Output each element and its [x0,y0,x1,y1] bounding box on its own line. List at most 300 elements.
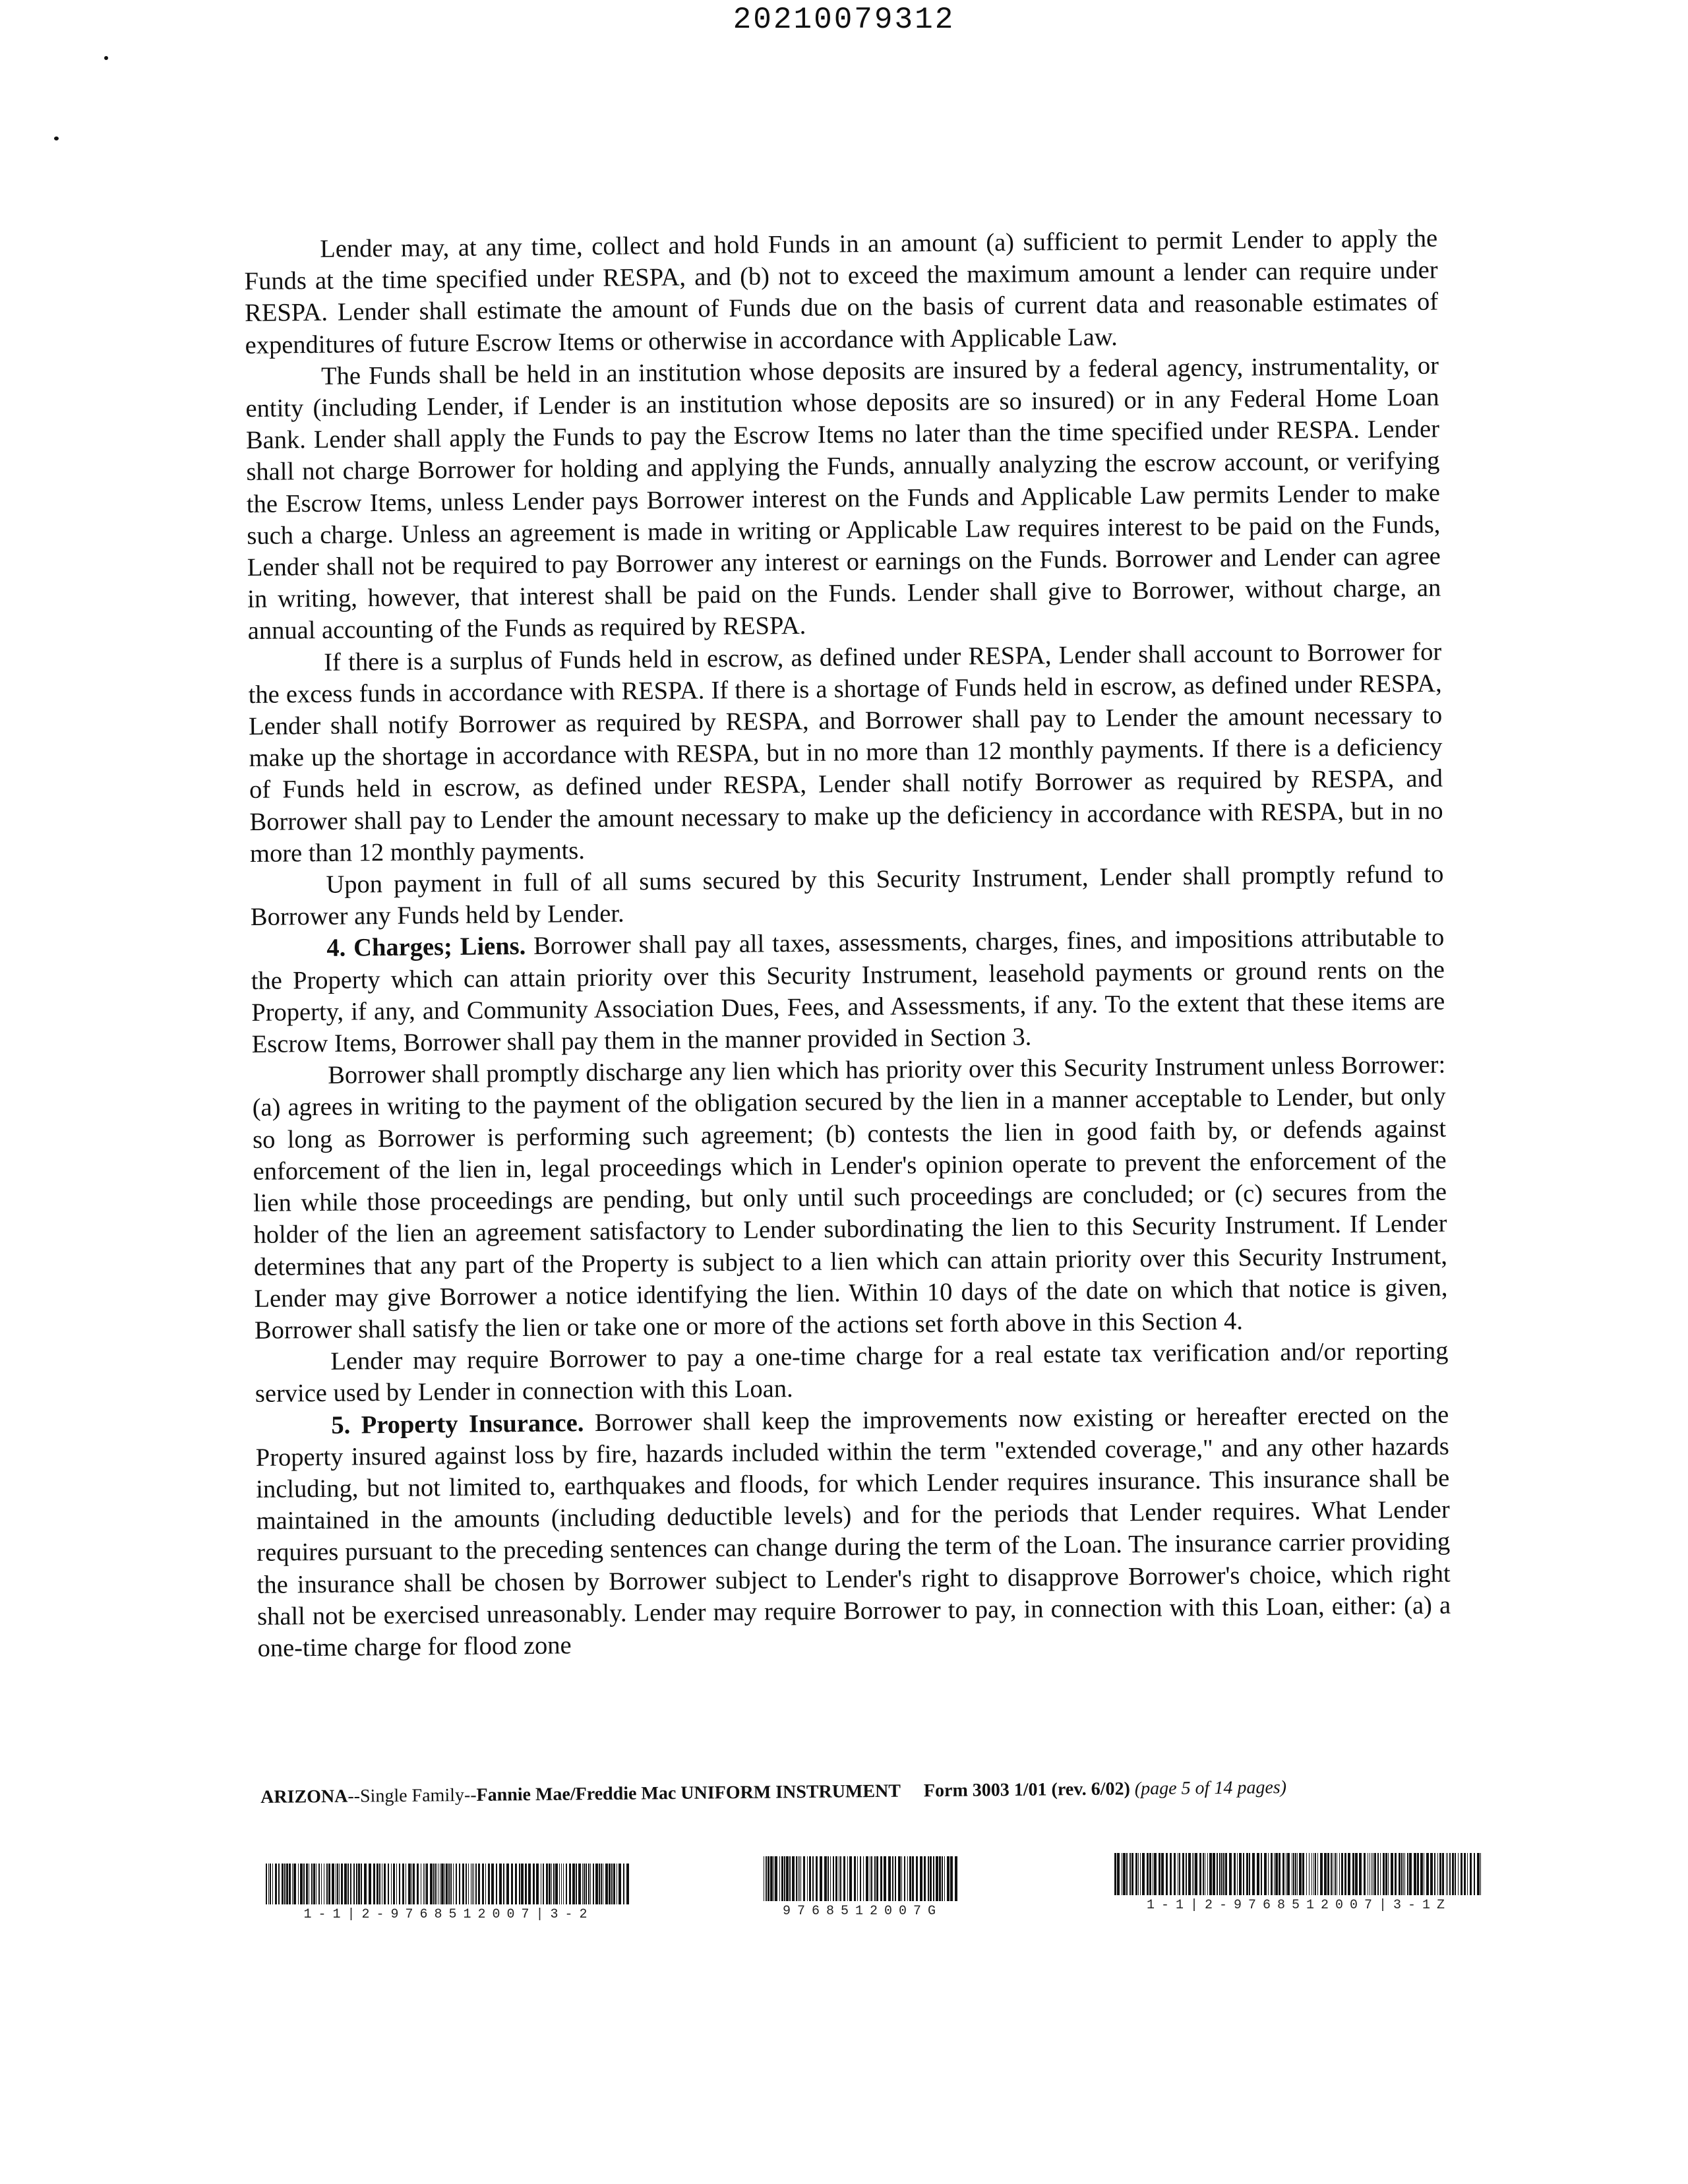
barcode-bar [491,1864,494,1904]
barcode-bar [578,1864,581,1904]
barcode-bar [284,1864,286,1904]
barcode-bar [1447,1853,1448,1895]
barcode-bar [1203,1853,1204,1895]
barcode-bar [553,1864,555,1904]
barcode-bar [593,1864,594,1904]
barcode-bar [947,1856,950,1901]
paragraph [244,223,1439,361]
barcode-bar [1399,1853,1401,1895]
barcode-bar [1348,1853,1350,1895]
paragraph [250,859,1444,934]
barcode-bar [1161,1853,1164,1895]
barcode-bar [332,1864,334,1904]
paragraph-text: Borrower shall pay all taxes, assessments, charges, fines, and impositions attributable to the Property which can attain priority over this Security Instrument, leasehold payments or ground rents on the Property, if any, and Community Association Dues, Fees, and Assessments, if any. To the extent that these items are Escrow Items, Borrower shall pay them in the manner provided in Section 3. [251,924,1445,1059]
barcode-bar [328,1864,330,1904]
barcode-bar [1295,1853,1296,1895]
barcode-bar [901,1856,902,1901]
barcode-bar [1170,1853,1172,1895]
barcode-bar [272,1864,273,1904]
barcode-bar [358,1864,360,1904]
barcode-bar [313,1864,315,1904]
barcode-bar [293,1864,296,1904]
barcode-bar [796,1856,797,1901]
barcode-bar [555,1864,558,1904]
barcode-bar [1355,1853,1358,1895]
barcode-bar [1166,1853,1168,1895]
barcode-bars [764,1856,961,1901]
section-heading: 4. Charges; Liens. [326,932,526,963]
barcode-bar [1199,1853,1201,1895]
paragraph-text: Upon payment in full of all sums secured by this Security Instrument, Lender shall promptly refund to Borrower any Funds held by Lender. [250,860,1444,932]
barcode-bar [356,1864,357,1904]
footer-state: ARIZONA [260,1786,348,1807]
barcode-bar [1306,1853,1307,1895]
barcode-bar [1335,1853,1336,1895]
barcode-bar [506,1864,509,1904]
barcode-bar [1302,1853,1304,1895]
footer-instrument: Fannie Mae/Freddie Mac UNIFORM INSTRUMENT [476,1780,901,1805]
barcode-bar [1142,1853,1145,1895]
barcode-bar [408,1864,411,1904]
barcode-bar [417,1864,419,1904]
barcode-bar [1477,1853,1480,1895]
paragraph-text: Borrower shall keep the improvements now existing or hereafter erected on the Property insured against loss by fire, hazards included within the term "extended coverage," and any other hazards including, but not limited to, earthquakes and floods, for which Lender requires insurance. This insurance shall be maintained in the amounts (including deductible levels) and for the periods that Lender requires. What Lender requires pursuant to the preceding sentences can change during the term of the Loan. The insurance carrier providing the insurance shall be chosen by Borrower subject to Lender's right to disapprove Borrower's choice, which right shall not be exercised unreasonably. Lender may require Borrower to pay, in connection with this Loan, either: (a) a one-time charge for flood zone [255,1401,1451,1662]
barcode-bar [453,1864,454,1904]
barcode-bar [569,1864,571,1904]
barcode-bars [1114,1853,1484,1895]
barcode-bar [488,1864,490,1904]
barcode-bar [613,1864,615,1904]
barcode-bar [860,1856,861,1901]
barcode-bar [1207,1853,1208,1895]
barcode-bar [1219,1853,1221,1895]
barcode-bar [1252,1853,1255,1895]
barcode-bar [563,1864,564,1904]
barcode-bar [1225,1853,1227,1895]
barcode-caption: 9768512007G [782,1904,943,1919]
barcode-bar [1147,1853,1149,1895]
barcode-bar [402,1864,404,1904]
barcode-bar [268,1864,269,1904]
barcode-bar [866,1856,868,1901]
barcode-bar [904,1856,905,1901]
barcode-bar [768,1856,769,1901]
barcode-bar [347,1864,349,1904]
barcode-bar [605,1864,608,1904]
document-number: 20210079312 [733,3,955,37]
paragraph [248,636,1443,870]
barcode-bar [779,1856,780,1901]
barcode-bar [1383,1853,1385,1895]
barcode-bar [789,1856,791,1901]
section-heading: 5. Property Insurance. [331,1409,584,1440]
barcode-bar [373,1864,375,1904]
barcode-bar [503,1864,504,1904]
barcode-bar [1467,1853,1468,1895]
barcode-bar [1391,1853,1393,1895]
barcode-bar [1188,1853,1191,1895]
barcode-bar [930,1856,932,1901]
barcode-bar [318,1864,320,1904]
barcode-bar [1182,1853,1184,1895]
barcode-bar [936,1856,938,1901]
barcode-bar [1293,1853,1294,1895]
barcode-bar [1437,1853,1438,1895]
barcode-bar [441,1864,444,1904]
barcode-bar [1470,1853,1472,1895]
barcode-bar [433,1864,435,1904]
barcode-bar [1388,1853,1389,1895]
barcode-bar [1461,1853,1462,1895]
barcode-bar [1257,1853,1259,1895]
barcode-bars [266,1864,632,1904]
paragraph [251,922,1445,1060]
barcode-bar [551,1864,552,1904]
barcode-bar [1154,1853,1157,1895]
barcode-bar [1299,1853,1302,1895]
barcode-bar [820,1856,822,1901]
barcode-bar [1409,1853,1412,1895]
barcode-bar [876,1856,878,1901]
barcode-bar [482,1864,484,1904]
barcode-bar [1414,1853,1416,1895]
barcode-bar [766,1856,767,1901]
paragraph [252,1049,1448,1347]
barcode-bar [1268,1853,1269,1895]
barcode-bar [1480,1853,1481,1895]
barcode-bar [430,1864,433,1904]
barcode-bar [543,1864,544,1904]
barcode-bar [1401,1853,1402,1895]
barcode-bar [361,1864,362,1904]
barcode-bar [1131,1853,1133,1895]
barcode-bar [955,1856,957,1901]
barcode-bar [1439,1853,1441,1895]
barcode-bar [393,1864,395,1904]
barcode-bar [1420,1853,1423,1895]
barcode-bar [830,1856,831,1901]
barcode-bar [446,1864,448,1904]
barcode-bar [854,1856,856,1901]
barcode-bar [1130,1853,1131,1895]
paragraph [255,1335,1449,1410]
barcode-bar [939,1856,941,1901]
barcode-bar [559,1864,560,1904]
barcode-bar [792,1856,795,1901]
barcode-bar [924,1856,926,1901]
barcode-bar [816,1856,818,1901]
barcode-bar [561,1864,562,1904]
barcode-bar [286,1864,288,1904]
barcode-bar [399,1864,400,1904]
footer-page-number: (page 5 of 14 pages) [1134,1777,1287,1800]
barcode-right [1114,1853,1484,1913]
barcode-bar [1264,1853,1267,1895]
barcode-bar [944,1856,945,1901]
barcode-bar [1434,1853,1435,1895]
barcode-bar [1213,1853,1215,1895]
barcode-bar [1159,1853,1160,1895]
barcode-bar [341,1864,343,1904]
barcode-bar [1149,1853,1151,1895]
barcode-bar [306,1864,308,1904]
barcode-bar [1311,1853,1312,1895]
barcode-bar [1385,1853,1387,1895]
barcode-bar [468,1864,469,1904]
barcode-bar [1239,1853,1242,1895]
barcode-bar [835,1856,837,1901]
barcode-bar [1317,1853,1318,1895]
barcode-bar [519,1864,520,1904]
barcode-bar [1313,1853,1314,1895]
barcode-caption: 1-1|2-9768512007|3-1Z [1146,1898,1452,1913]
barcode-bar [833,1856,834,1901]
barcode-bar [857,1856,858,1901]
barcode-bar [388,1864,389,1904]
barcode-bar [1327,1853,1329,1895]
barcode-bar [1193,1853,1194,1895]
scan-speck [104,56,108,60]
barcode-bar [1243,1853,1244,1895]
barcode-bar [601,1864,602,1904]
barcode-bar [784,1856,785,1901]
barcode-bar [1261,1853,1262,1895]
barcode-bar [278,1864,280,1904]
barcode-bar [798,1856,799,1901]
barcode-bar [584,1864,585,1904]
barcode-bar [1309,1853,1310,1895]
barcode-bar [1275,1853,1278,1895]
barcode-bar [515,1864,517,1904]
barcode-bar [462,1864,464,1904]
barcode-bar [1174,1853,1176,1895]
barcode-center [764,1856,961,1919]
scan-speck [54,136,59,140]
barcode-bar [289,1864,291,1904]
barcode-bar [321,1864,322,1904]
barcode-bar [942,1856,943,1901]
barcode-bar [511,1864,513,1904]
barcode-bar [566,1864,567,1904]
barcode-bar [799,1856,800,1901]
barcode-bar [626,1864,629,1904]
barcode-bar [339,1864,340,1904]
barcode-bar [1117,1853,1120,1895]
paragraph-text: If there is a surplus of Funds held in escrow, as defined under RESPA, Lender shall account to Borrower for the excess funds in accordance with RESPA. If there is a shortage of Funds held in escrow, as defined under RESPA, Lender shall notify Borrower as required by RESPA, and Borrower shall pay to Lender the amount necessary to make up the shortage in accordance with RESPA, but in no more than 12 monthly payments. If there is a deficiency of Funds held in escrow, as defined under RESPA, Lender shall notify Borrower as required by RESPA, and Borrower shall pay to Lender the amount necessary to make up the deficiency in accordance with RESPA, but in no more than 12 monthly payments. [248,638,1443,868]
barcode-bar [528,1864,531,1904]
barcode-bar [1320,1853,1323,1895]
barcode-bar [1195,1853,1197,1895]
barcode-bar [1192,1853,1193,1895]
barcode-bar [950,1856,953,1901]
barcode-bar [266,1864,267,1904]
barcode-bar [311,1864,313,1904]
barcode-bar [582,1864,583,1904]
barcode-bar [391,1864,392,1904]
barcode-bar [595,1864,598,1904]
form-footer [260,1776,1454,1808]
barcode-bar [435,1864,437,1904]
barcode-bar [459,1864,460,1904]
barcode-bar [485,1864,486,1904]
barcode-bar [1123,1853,1126,1895]
barcode-bar [933,1856,934,1901]
barcode-bar [1464,1853,1466,1895]
barcode-bar [1426,1853,1429,1895]
barcode-bar [448,1864,450,1904]
barcode-bar [379,1864,380,1904]
barcode-bar [303,1864,305,1904]
barcode-bar [1237,1853,1238,1895]
paragraph-text: Lender may require Borrower to pay a one-time charge for a real estate tax verification and/or reporting service used by Lender in connection with this Loan. [255,1337,1449,1409]
barcode-bar [444,1864,445,1904]
barcode-bar [478,1864,480,1904]
barcode-bar [898,1856,901,1901]
barcode-bar [807,1856,808,1901]
barcode-bar [1271,1853,1273,1895]
barcode-bar [1341,1853,1343,1895]
barcode-bar [590,1864,591,1904]
barcode-bar [1452,1853,1454,1895]
barcode-bar [1274,1853,1275,1895]
barcode-bar [916,1856,918,1901]
barcode-bar [1455,1853,1456,1895]
barcode-bar [888,1856,891,1901]
barcode-bar [369,1864,371,1904]
barcode-bar [618,1864,621,1904]
barcode-bar [473,1864,474,1904]
barcode-bar [1380,1853,1381,1895]
barcode-bar [849,1856,852,1901]
barcode-bar [423,1864,424,1904]
barcode-bar [786,1856,789,1901]
barcode-bar [292,1864,293,1904]
barcode-bar [843,1856,845,1901]
barcode-bar [536,1864,539,1904]
barcode-bar [521,1864,524,1904]
barcode-bar [1324,1853,1327,1895]
barcode-bar [770,1856,773,1901]
barcode-bar [1282,1853,1284,1895]
barcode-bar [326,1864,328,1904]
barcode-bar [1352,1853,1354,1895]
barcode-bar [337,1864,338,1904]
barcode-bar [775,1856,777,1901]
barcode-bar [533,1864,535,1904]
barcode-bar [1229,1853,1232,1895]
barcode-bar [1442,1853,1444,1895]
barcode-bar [1126,1853,1128,1895]
barcode-bar [892,1856,893,1901]
barcode-bar [298,1864,299,1904]
barcode-bar [907,1856,908,1901]
barcode-bar [1407,1853,1408,1895]
barcode-bar [426,1864,428,1904]
barcode-bar [364,1864,367,1904]
barcode-bar [472,1864,473,1904]
barcode-bar [275,1864,277,1904]
barcode-bar [1179,1853,1180,1895]
barcode-bar [384,1864,386,1904]
barcode-bar [586,1864,587,1904]
barcode-bar [1315,1853,1316,1895]
barcode-bar [1209,1853,1212,1895]
barcode-bar [623,1864,624,1904]
barcode-left [266,1864,632,1922]
barcode-bar [812,1856,814,1901]
barcode-bar [1339,1853,1340,1895]
barcode-bar [1331,1853,1332,1895]
barcode-bar [1234,1853,1236,1895]
barcode-bar [270,1864,271,1904]
footer-type: --Single Family-- [347,1784,477,1807]
barcode-bar [350,1864,351,1904]
barcode-bar [1374,1853,1376,1895]
barcode-bar [828,1856,829,1901]
barcode-bar [456,1864,457,1904]
barcode-bar [1186,1853,1187,1895]
barcode-bar [499,1864,502,1904]
barcode-bar [572,1864,575,1904]
document-body [244,223,1451,1664]
barcode-bar [1458,1853,1459,1895]
barcode-bar [377,1864,378,1904]
barcode-bar [1395,1853,1397,1895]
barcode-bar [1449,1853,1451,1895]
barcode-bar [1359,1853,1362,1895]
barcode-bar [549,1864,551,1904]
barcode-bar [1279,1853,1281,1895]
barcode-bar [344,1864,347,1904]
barcode-bar [599,1864,600,1904]
barcode-bar [1417,1853,1419,1895]
barcode-bar [824,1856,827,1901]
barcode-bar [1430,1853,1433,1895]
barcode-bar [912,1856,914,1901]
barcode-bar [863,1856,864,1901]
barcode-bar [884,1856,886,1901]
barcode-bar [466,1864,467,1904]
barcode-bar [871,1856,872,1901]
barcode-bar [800,1856,801,1901]
barcode-bar [413,1864,415,1904]
barcode-bar [1446,1853,1447,1895]
barcode-bar [773,1856,774,1901]
barcode-bar [1249,1853,1250,1895]
barcode-bar [1138,1853,1139,1895]
barcode-bar [1140,1853,1141,1895]
barcode-bar [909,1856,911,1901]
barcode-bar [1135,1853,1137,1895]
barcode-bar [411,1864,412,1904]
barcode-bar [1246,1853,1248,1895]
barcode-bar [588,1864,589,1904]
barcode-bar [1217,1853,1218,1895]
paragraph-text: Lender may, at any time, collect and hold Funds in an amount (a) sufficient to permit Lender to apply the Funds at the time specified under RESPA, and (b) not to exceed the maximum amount a lender can require under RESPA. Lender shall estimate the amount of Funds due on the basis of current data and reasonable estimates of expenditures of future Escrow Items or otherwise in accordance with Applicable Law. [244,224,1439,359]
barcode-bar [1474,1853,1475,1895]
barcode-bar [1297,1853,1298,1895]
barcode-bar [525,1864,527,1904]
footer-form-number: Form 3003 1/01 (rev. 6/02) [923,1778,1130,1802]
barcode-bar [803,1856,805,1901]
barcode-bar [396,1864,397,1904]
barcode-bar [895,1856,896,1901]
barcode-bar [282,1864,284,1904]
barcode-bar [496,1864,497,1904]
barcode-bar [300,1864,303,1904]
barcode-bar [1287,1853,1290,1895]
barcode-bar [1344,1853,1346,1895]
